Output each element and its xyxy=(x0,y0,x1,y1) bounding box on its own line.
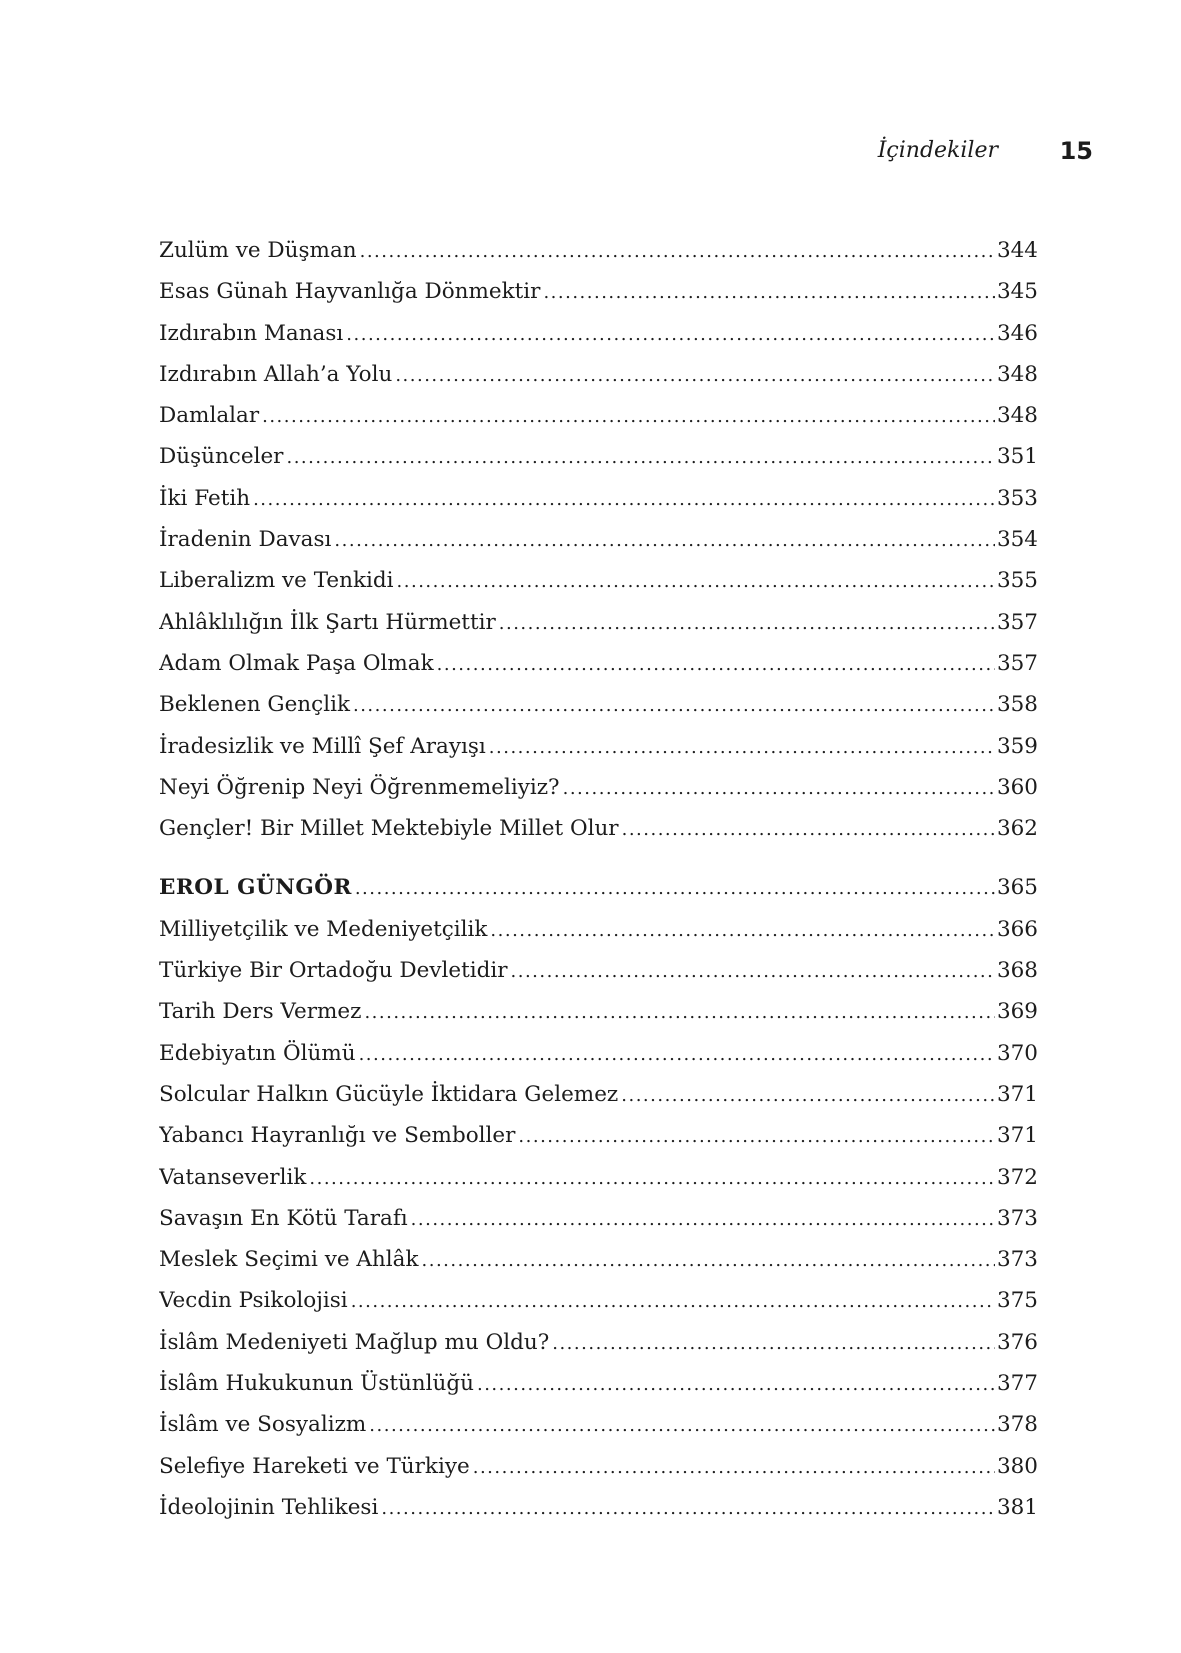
toc-leader-dots xyxy=(286,437,994,477)
toc-entry-page: 373 xyxy=(996,1205,1038,1231)
toc-entry-title: Neyi Öğrenip Neyi Öğrenmemeliyiz? xyxy=(159,774,560,800)
toc-entry[interactable] xyxy=(159,1363,1038,1404)
toc-section-entry[interactable] xyxy=(159,867,1038,908)
toc-leader-dots xyxy=(621,1075,995,1115)
toc-leader-dots xyxy=(395,355,995,395)
toc-section-title: EROL GÜNGÖR xyxy=(159,875,352,901)
toc-entry-title: Liberalizm ve Tenkidi xyxy=(159,568,394,594)
toc-entry-title: Damlalar xyxy=(159,403,260,429)
toc-entry[interactable] xyxy=(159,1074,1038,1115)
toc-entry-title: Yabancı Hayranlığı ve Semboller xyxy=(159,1123,516,1149)
header-title: İçindekiler xyxy=(877,138,998,163)
table-of-contents xyxy=(159,230,1038,1528)
toc-entry-title: Tarih Ders Vermez xyxy=(159,999,362,1025)
toc-entry[interactable] xyxy=(159,519,1038,560)
toc-entry[interactable] xyxy=(159,1033,1038,1074)
toc-leader-dots xyxy=(422,1240,995,1280)
toc-leader-dots xyxy=(381,1488,995,1528)
toc-entry-title: Solcular Halkın Gücüyle İktidara Gelemez xyxy=(159,1081,619,1107)
toc-entry-page: 362 xyxy=(996,816,1038,842)
toc-entry-page: 375 xyxy=(996,1288,1038,1314)
toc-leader-dots xyxy=(543,272,995,312)
toc-entry-title: Adam Olmak Paşa Olmak xyxy=(159,650,434,676)
toc-entry-page: 376 xyxy=(996,1329,1038,1355)
toc-leader-dots xyxy=(563,768,995,808)
toc-entry[interactable] xyxy=(159,808,1038,849)
toc-entry-title: Gençler! Bir Millet Mektebiyle Millet Olur xyxy=(159,816,619,842)
toc-entry-page: 360 xyxy=(996,774,1038,800)
toc-entry-title: Selefiye Hareketi ve Türkiye xyxy=(159,1453,470,1479)
toc-entry-page: 380 xyxy=(996,1453,1038,1479)
toc-entry-title: Türkiye Bir Ortadoğu Devletidir xyxy=(159,958,508,984)
toc-entry-page: 359 xyxy=(996,733,1038,759)
toc-entry-title: İslâm ve Sosyalizm xyxy=(159,1412,367,1438)
toc-entry-title: Ahlâklılığın İlk Şartı Hürmettir xyxy=(159,609,496,635)
toc-entry-page: 373 xyxy=(996,1247,1038,1273)
toc-entry-title: İdeolojinin Tehlikesi xyxy=(159,1494,379,1520)
toc-entry-title: Beklenen Gençlik xyxy=(159,692,350,718)
toc-entry-page: 378 xyxy=(996,1412,1038,1438)
toc-entry-title: Izdırabın Manası xyxy=(159,320,344,346)
toc-entry-page: 355 xyxy=(996,568,1038,594)
toc-entry[interactable] xyxy=(159,230,1038,271)
toc-entry[interactable] xyxy=(159,395,1038,436)
toc-entry[interactable] xyxy=(159,991,1038,1032)
toc-entry-title: Savaşın En Kötü Tarafı xyxy=(159,1205,408,1231)
toc-entry-title: Zulüm ve Düşman xyxy=(159,238,357,263)
toc-group-section xyxy=(159,867,1038,1528)
toc-entry-page: 354 xyxy=(996,527,1038,553)
toc-entry-page: 344 xyxy=(996,238,1038,263)
toc-entry-page: 351 xyxy=(996,444,1038,470)
toc-entry[interactable] xyxy=(159,478,1038,519)
toc-leader-dots xyxy=(552,1323,995,1363)
toc-entry-page: 381 xyxy=(996,1494,1038,1520)
toc-entry-page: 357 xyxy=(996,650,1038,676)
toc-entry-title: Edebiyatın Ölümü xyxy=(159,1040,356,1066)
toc-entry-page: 346 xyxy=(996,320,1038,346)
toc-group-2 xyxy=(159,909,1038,1528)
toc-entry[interactable] xyxy=(159,1487,1038,1528)
toc-leader-dots xyxy=(309,1158,995,1198)
toc-entry-page: 371 xyxy=(996,1123,1038,1149)
toc-entry-title: İslâm Hukukunun Üstünlüğü xyxy=(159,1371,474,1397)
toc-entry-page: 348 xyxy=(996,403,1038,429)
toc-entry-page: 345 xyxy=(996,279,1038,305)
toc-leader-dots xyxy=(360,231,995,271)
toc-leader-dots xyxy=(489,727,995,767)
toc-entry[interactable] xyxy=(159,1239,1038,1280)
toc-leader-dots xyxy=(253,479,995,519)
toc-leader-dots xyxy=(351,1281,995,1321)
toc-leader-dots xyxy=(511,951,995,991)
toc-leader-dots xyxy=(369,1405,995,1445)
toc-entry-page: 369 xyxy=(996,999,1038,1025)
toc-entry-title: Meslek Seçimi ve Ahlâk xyxy=(159,1247,419,1273)
toc-entry[interactable] xyxy=(159,354,1038,395)
toc-entry-page: 366 xyxy=(996,916,1038,942)
toc-entry[interactable] xyxy=(159,1446,1038,1487)
toc-leader-dots xyxy=(518,1116,995,1156)
toc-entry[interactable] xyxy=(159,602,1038,643)
toc-entry-title: İradesizlik ve Millî Şef Arayışı xyxy=(159,733,486,759)
toc-entry[interactable] xyxy=(159,684,1038,725)
toc-entry[interactable] xyxy=(159,436,1038,477)
toc-section-page: 365 xyxy=(996,875,1038,901)
toc-leader-dots xyxy=(499,603,995,643)
toc-entry[interactable] xyxy=(159,726,1038,767)
page-number: 15 xyxy=(1059,137,1093,165)
toc-entry-page: 371 xyxy=(996,1081,1038,1107)
toc-entry[interactable] xyxy=(159,1322,1038,1363)
toc-entry-title: Milliyetçilik ve Medeniyetçilik xyxy=(159,916,488,942)
running-header xyxy=(0,133,1181,169)
toc-entry[interactable] xyxy=(159,1280,1038,1321)
toc-entry[interactable] xyxy=(159,313,1038,354)
toc-leader-dots xyxy=(477,1364,995,1404)
toc-entry[interactable] xyxy=(159,950,1038,991)
toc-leader-dots xyxy=(490,910,995,950)
toc-entry[interactable] xyxy=(159,1157,1038,1198)
toc-entry[interactable] xyxy=(159,1115,1038,1156)
toc-entry-page: 348 xyxy=(996,361,1038,387)
toc-leader-dots xyxy=(355,868,995,908)
toc-leader-dots xyxy=(334,520,995,560)
toc-entry-page: 358 xyxy=(996,692,1038,718)
toc-entry-page: 353 xyxy=(996,485,1038,511)
toc-leader-dots xyxy=(397,561,995,601)
toc-leader-dots xyxy=(473,1447,995,1487)
toc-entry-title: İki Fetih xyxy=(159,485,251,511)
toc-group-1 xyxy=(159,230,1038,849)
toc-entry-title: Izdırabın Allah’a Yolu xyxy=(159,361,393,387)
toc-entry-page: 377 xyxy=(996,1371,1038,1397)
toc-entry[interactable] xyxy=(159,1404,1038,1445)
toc-leader-dots xyxy=(622,809,995,849)
toc-entry[interactable] xyxy=(159,271,1038,312)
toc-entry[interactable] xyxy=(159,767,1038,808)
toc-entry[interactable] xyxy=(159,560,1038,601)
toc-entry-title: İradenin Davası xyxy=(159,527,332,553)
toc-entry[interactable] xyxy=(159,909,1038,950)
toc-entry[interactable] xyxy=(159,643,1038,684)
toc-leader-dots xyxy=(364,992,995,1032)
toc-entry-title: Düşünceler xyxy=(159,444,284,470)
toc-entry-page: 372 xyxy=(996,1164,1038,1190)
toc-leader-dots xyxy=(411,1199,995,1239)
toc-leader-dots xyxy=(346,314,995,354)
toc-leader-dots xyxy=(359,1034,995,1074)
toc-entry-title: İslâm Medeniyeti Mağlup mu Oldu? xyxy=(159,1329,550,1355)
toc-entry[interactable] xyxy=(159,1198,1038,1239)
toc-entry-title: Vecdin Psikolojisi xyxy=(159,1288,348,1314)
toc-entry-title: Vatanseverlik xyxy=(159,1164,307,1190)
toc-leader-dots xyxy=(437,644,995,684)
toc-entry-page: 368 xyxy=(996,958,1038,984)
toc-entry-page: 370 xyxy=(996,1040,1038,1066)
toc-leader-dots xyxy=(353,685,995,725)
toc-leader-dots xyxy=(262,396,995,436)
toc-entry-page: 357 xyxy=(996,609,1038,635)
toc-entry-title: Esas Günah Hayvanlığa Dönmektir xyxy=(159,279,541,305)
